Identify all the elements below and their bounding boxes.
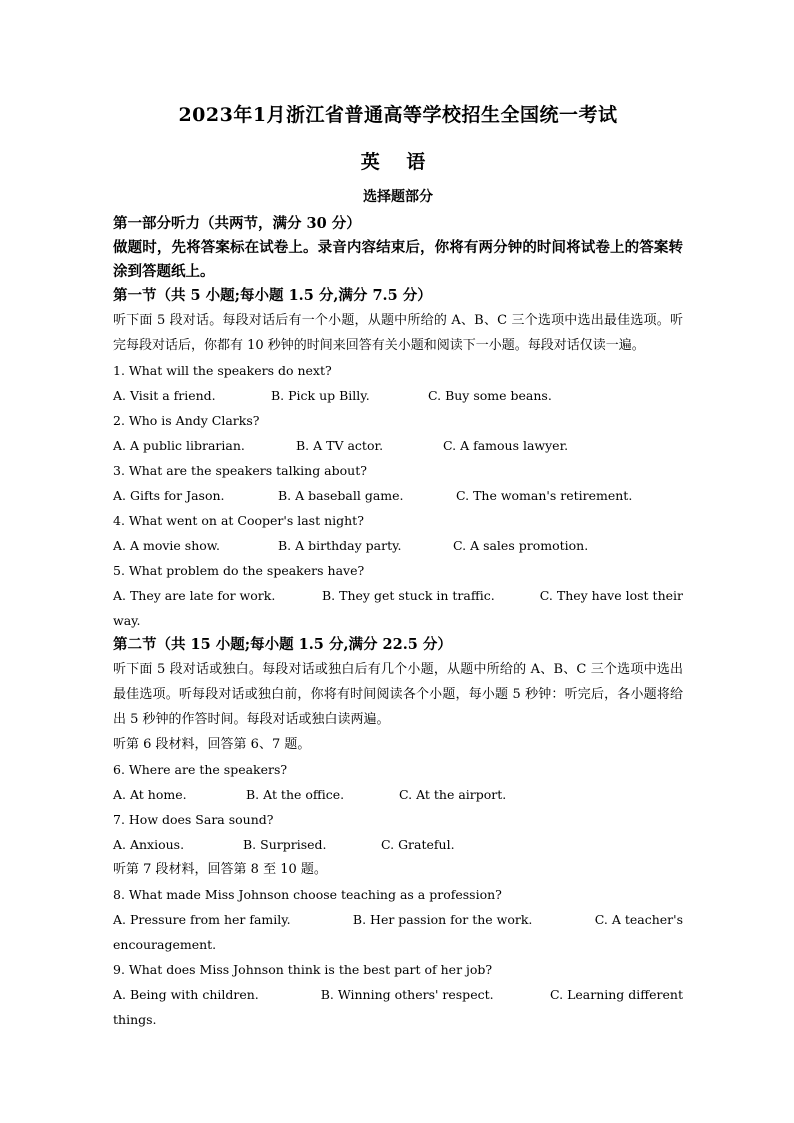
option-c: C. Learning different <box>550 987 683 1002</box>
option-c: C. They have lost their <box>539 588 683 603</box>
option-b: B. Her passion for the work. <box>352 912 533 927</box>
option-a: A. Being with children. <box>113 987 259 1002</box>
option-a: A. Gifts for Jason. <box>113 488 225 503</box>
question-2: 2. Who is Andy Clarks? <box>113 413 260 428</box>
option-c: C. At the airport. <box>399 787 507 802</box>
option-c-continued: encouragement. <box>113 937 217 952</box>
options-8 <box>113 907 683 932</box>
sec1-intro: 听下面 5 段对话。每段对话后有一个小题，从题中所给的 A、B、C 三个选项中选出最佳选项。听完每段对话后，你都有 10 秒钟的时间来回答有关小题和阅读下一小题。每段对话仅读一遍。 <box>113 313 683 353</box>
option-a: A. Pressure from her family. <box>113 912 291 927</box>
options-2 <box>113 433 683 458</box>
option-c: C. Buy some beans. <box>428 388 552 403</box>
part1-heading: 第一部分听力（共两节，满分 30 分） <box>113 215 361 232</box>
option-b: B. A TV actor. <box>296 438 384 453</box>
option-a: A. A movie show. <box>113 538 220 553</box>
material-6-note: 听第 6 段材料，回答第 6、7 题。 <box>113 737 311 752</box>
option-c: C. A famous lawyer. <box>443 438 569 453</box>
question-4: 4. What went on at Cooper's last night? <box>113 513 364 528</box>
sec2-intro: 听下面 5 段对话或独白。每段对话或独白后有几个小题，从题中所给的 A、B、C 三个选项中选出最佳选项。听每段对话或独白前，你将有时间阅读各个小题，每小题 5 秒钟：听完后，各小题将给出 5 秒钟的作答时间。每段对话或独白读两遍。 <box>113 662 683 727</box>
question-1: 1. What will the speakers do next? <box>113 363 332 378</box>
option-b: B. Winning others' respect. <box>320 987 494 1002</box>
option-b: B. Surprised. <box>243 837 327 852</box>
question-7: 7. How does Sara sound? <box>113 812 274 827</box>
option-a: A. A public librarian. <box>113 438 245 453</box>
option-b: B. Pick up Billy. <box>271 388 370 403</box>
exam-title: 2023年1月浙江省普通高等学校招生全国统一考试 <box>178 104 618 126</box>
options-1 <box>113 383 683 408</box>
subject-title: 英 语 <box>360 151 436 173</box>
question-3: 3. What are the speakers talking about? <box>113 463 367 478</box>
sec1-heading: 第一节（共 5 小题;每小题 1.5 分,满分 7.5 分） <box>113 287 432 304</box>
question-5: 5. What problem do the speakers have? <box>113 563 365 578</box>
options-5 <box>113 583 683 608</box>
option-a: A. They are late for work. <box>113 588 276 603</box>
option-c: C. Grateful. <box>381 837 455 852</box>
options-4 <box>113 533 683 558</box>
option-b: B. At the office. <box>246 787 345 802</box>
question-9: 9. What does Miss Johnson think is the best part of her job? <box>113 962 493 977</box>
option-c: C. A teacher's <box>594 912 683 927</box>
sec2-heading: 第二节（共 15 小题;每小题 1.5 分,满分 22.5 分） <box>113 636 452 653</box>
part1-instruction: 做题时，先将答案标在试卷上。录音内容结束后，你将有两分钟的时间将试卷上的答案转涂到答题纸上。 <box>113 239 683 280</box>
options-9 <box>113 982 683 1007</box>
option-a: A. Anxious. <box>113 837 185 852</box>
option-b: B. They get stuck in traffic. <box>322 588 495 603</box>
option-a: A. Visit a friend. <box>113 388 216 403</box>
options-6 <box>113 782 683 807</box>
options-3 <box>113 483 683 508</box>
option-b: B. A birthday party. <box>278 538 402 553</box>
material-7-note: 听第 7 段材料，回答第 8 至 10 题。 <box>113 862 327 877</box>
option-c-continued: way. <box>113 613 141 628</box>
exam-page <box>113 100 683 1032</box>
question-8: 8. What made Miss Johnson choose teaching as a profession? <box>113 887 502 902</box>
section-title: 选择题部分 <box>363 189 433 205</box>
option-c: C. The woman's retirement. <box>456 488 633 503</box>
question-6: 6. Where are the speakers? <box>113 762 288 777</box>
option-c: C. A sales promotion. <box>453 538 589 553</box>
option-b: B. A baseball game. <box>278 488 404 503</box>
option-c-continued: things. <box>113 1012 157 1027</box>
option-a: A. At home. <box>113 787 187 802</box>
options-7 <box>113 832 683 857</box>
